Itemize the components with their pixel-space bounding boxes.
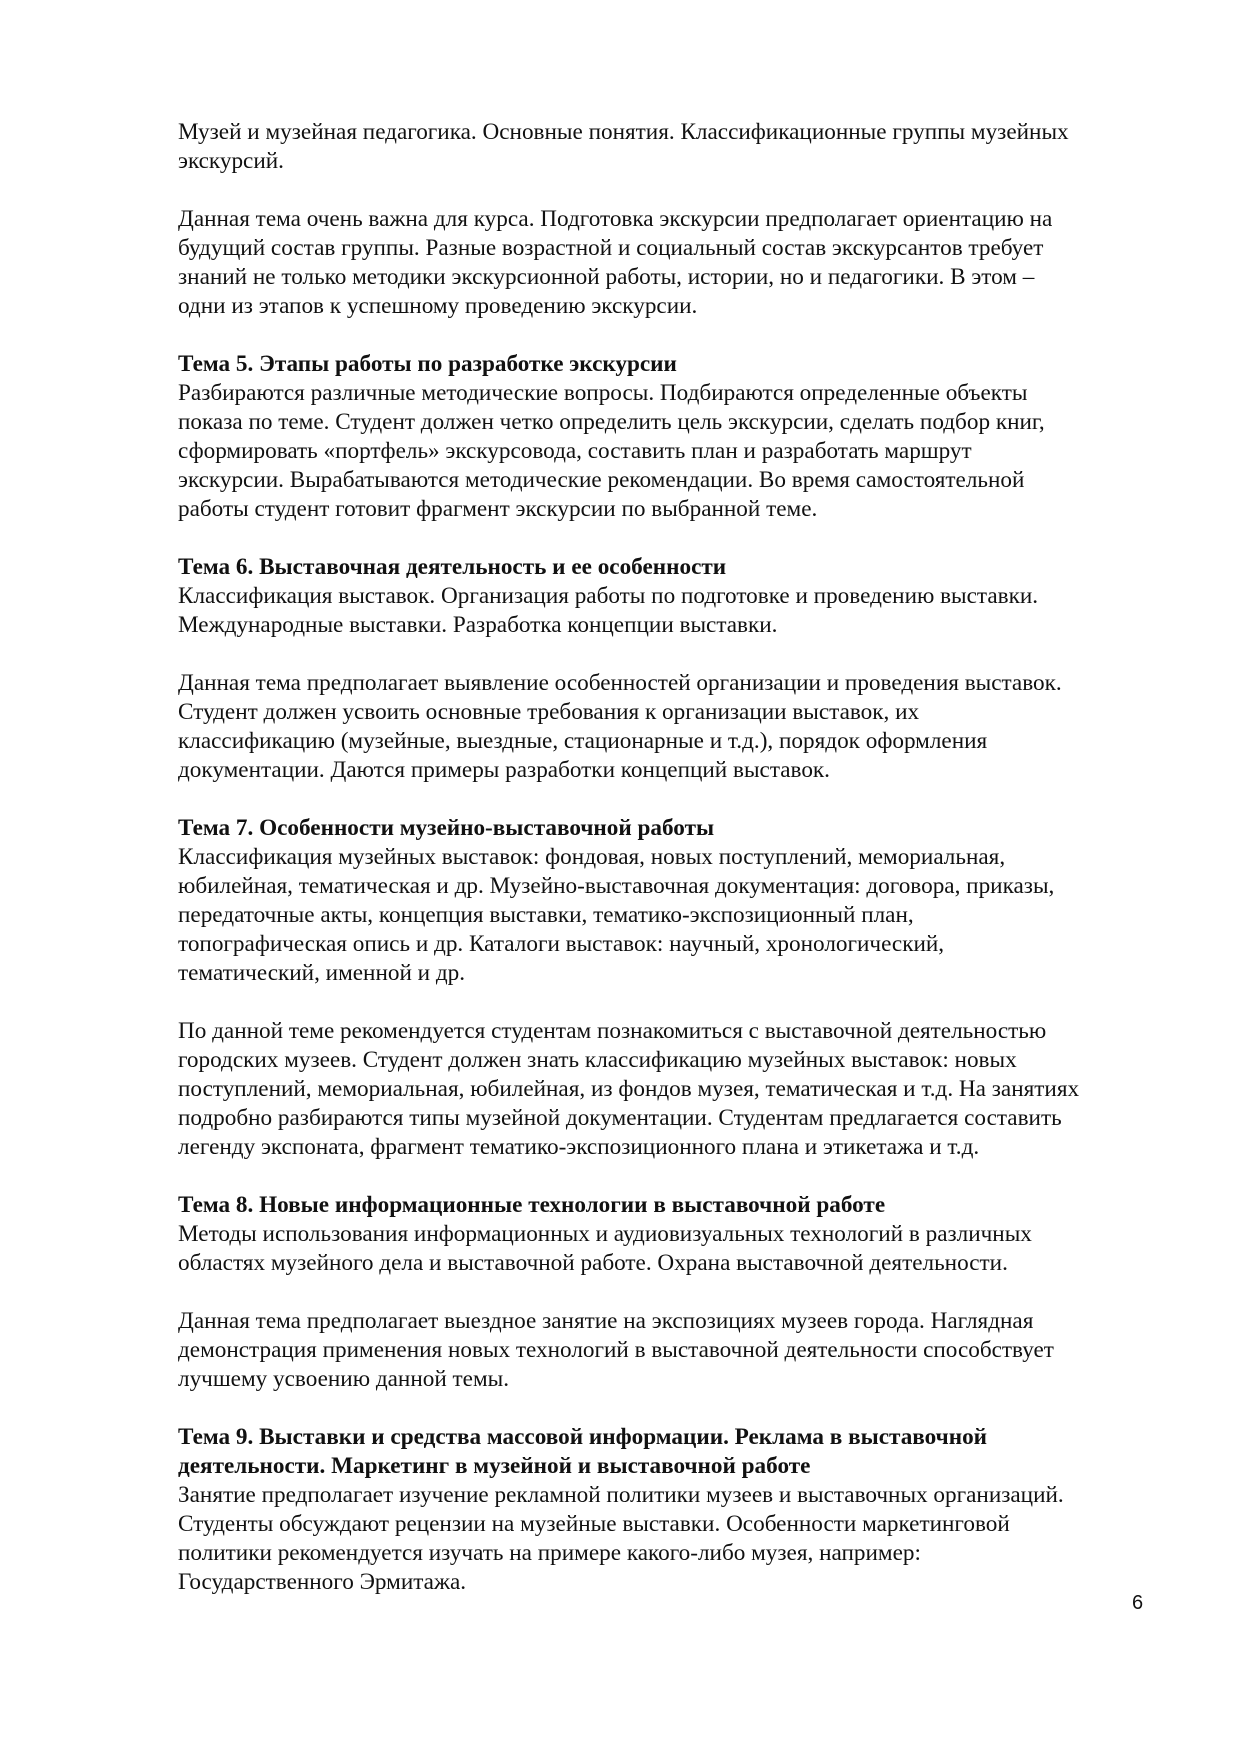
text-line: тематический, именной и др.	[178, 960, 466, 986]
text-line: городских музеев. Студент должен знать классификацию музейных выставок: новых	[178, 1047, 1017, 1073]
text-line: экскурсии. Вырабатываются методические рекомендации. Во время самостоятельной	[178, 467, 1025, 493]
intro-title	[178, 118, 1168, 176]
text-line: поступлений, мемориальная, юбилейная, из фондов музея, тематическая и т.д. На занятиях	[178, 1076, 1080, 1102]
topic-heading: деятельности. Маркетинг в музейной и выставочной работе	[178, 1453, 811, 1479]
text-line: работы студент готовит фрагмент экскурсии по выбранной теме.	[178, 496, 818, 522]
text-line: Студенты обсуждают рецензии на музейные выставки. Особенности маркетинговой	[178, 1511, 1010, 1537]
topic-5-section	[178, 350, 1168, 524]
topic-heading: Тема 6. Выставочная деятельность и ее особенности	[178, 554, 727, 580]
topic-6-section	[178, 553, 1168, 640]
topic-7-paragraph-2	[178, 1017, 1168, 1162]
topic-9-section	[178, 1423, 1168, 1597]
text-line: легенду экспоната, фрагмент тематико-экспозиционного плана и этикетажа и т.д.	[178, 1134, 980, 1160]
topic-8-section	[178, 1191, 1168, 1278]
text-line: документации. Даются примеры разработки концепций выставок.	[178, 757, 830, 783]
text-line: передаточные акты, концепция выставки, тематико-экспозиционный план,	[178, 902, 914, 928]
topic-heading: Тема 7. Особенности музейно-выставочной работы	[178, 815, 715, 841]
text-line: Студент должен усвоить основные требования к организации выставок, их	[178, 699, 920, 725]
text-line: Международные выставки. Разработка концепции выставки.	[178, 612, 778, 638]
topic-8-paragraph-2	[178, 1307, 1168, 1394]
text-line: демонстрация применения новых технологий в выставочной деятельности способствует	[178, 1337, 1054, 1363]
text-line: одни из этапов к успешному проведению экскурсии.	[178, 293, 698, 319]
text-line: сформировать «портфель» экскурсовода, составить план и разработать маршрут	[178, 438, 972, 464]
text-line: По данной теме рекомендуется студентам познакомиться с выставочной деятельностью	[178, 1018, 1047, 1044]
text-line: будущий состав группы. Разные возрастной и социальный состав экскурсантов требует	[178, 235, 1044, 261]
text-line: юбилейная, тематическая и др. Музейно-выставочная документация: договора, приказы,	[178, 873, 1055, 899]
text-line: знаний не только методики экскурсионной работы, истории, но и педагогики. В этом –	[178, 264, 1035, 290]
text-line: лучшему усвоению данной темы.	[178, 1366, 509, 1392]
text-line: Данная тема очень важна для курса. Подготовка экскурсии предполагает ориентацию на	[178, 206, 1053, 232]
text-line: Методы использования информационных и аудиовизуальных технологий в различных	[178, 1221, 1032, 1247]
topic-heading: Тема 5. Этапы работы по разработке экскурсии	[178, 351, 677, 377]
text-line: Музей и музейная педагогика. Основные понятия. Классификационные группы музейных	[178, 119, 1069, 145]
text-line: Данная тема предполагает выездное занятие на экспозициях музеев города. Наглядная	[178, 1308, 1034, 1334]
text-line: Классификация выставок. Организация работы по подготовке и проведению выставки.	[178, 583, 1039, 609]
text-line: Занятие предполагает изучение рекламной политики музеев и выставочных организаций.	[178, 1482, 1064, 1508]
topic-heading: Тема 8. Новые информационные технологии в выставочной работе	[178, 1192, 886, 1218]
text-line: политики рекомендуется изучать на примере какого-либо музея, например:	[178, 1540, 921, 1566]
text-line: экскурсий.	[178, 148, 284, 174]
text-line: показа по теме. Студент должен четко определить цель экскурсии, сделать подбор книг,	[178, 409, 1045, 435]
text-line: Классификация музейных выставок: фондовая, новых поступлений, мемориальная,	[178, 844, 1006, 870]
text-line: классификацию (музейные, выездные, стационарные и т.д.), порядок оформления	[178, 728, 988, 754]
text-line: Разбираются различные методические вопросы. Подбираются определенные объекты	[178, 380, 1028, 406]
intro-paragraph	[178, 205, 1168, 321]
text-line: топографическая опись и др. Каталоги выставок: научный, хронологический,	[178, 931, 945, 957]
topic-7-section	[178, 814, 1168, 988]
text-line: подробно разбираются типы музейной документации. Студентам предлагается составить	[178, 1105, 1062, 1131]
text-line: Государственного Эрмитажа.	[178, 1569, 467, 1595]
document-page	[178, 118, 1168, 1626]
text-line: Данная тема предполагает выявление особенностей организации и проведения выставок.	[178, 670, 1062, 696]
topic-6-paragraph-2	[178, 669, 1168, 785]
page-number: 6	[1132, 1592, 1144, 1614]
text-line: областях музейного дела и выставочной работе. Охрана выставочной деятельности.	[178, 1250, 1008, 1276]
topic-heading: Тема 9. Выставки и средства массовой информации. Реклама в выставочной	[178, 1424, 988, 1450]
